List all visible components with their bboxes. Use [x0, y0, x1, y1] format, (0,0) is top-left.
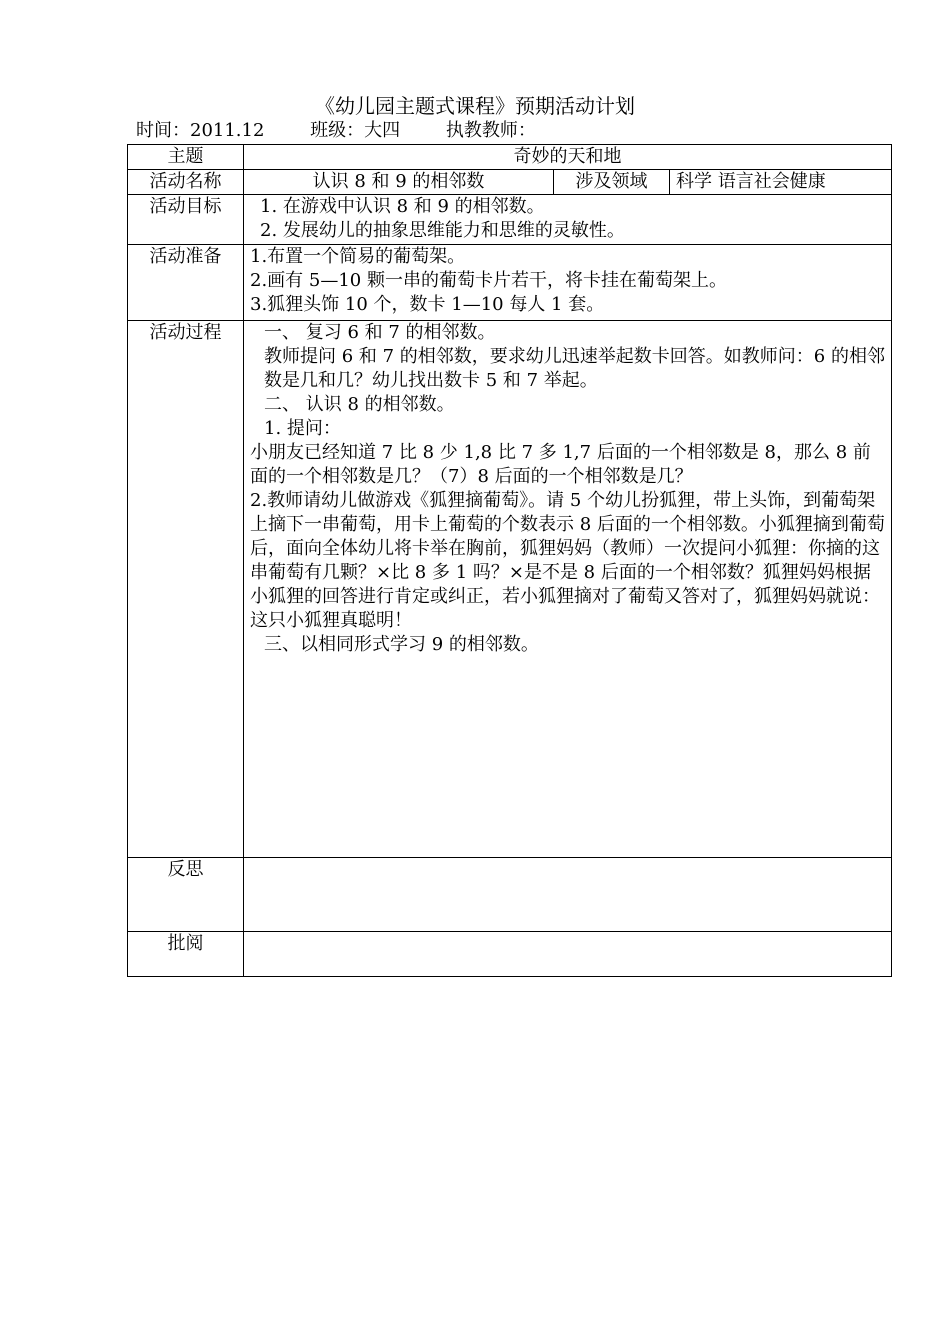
row-activity	[128, 170, 892, 195]
row-goals	[128, 195, 892, 245]
process-paragraph: 2.教师请幼儿做游戏《狐狸摘葡萄》。请 5 个幼儿扮狐狸，带上头饰，到葡萄架上摘下一串葡萄，用卡上葡萄的个数表示 8 后面的一个相邻数。小狐狸摘到葡萄后，面向全体幼儿将卡举在胸前，狐狸妈妈（教师）一次提问小狐狸：你摘的这串葡萄有几颗？×比 8 多 1 吗？×是不是 8 后面的一个相邻数？狐狸妈妈根据小狐狸的回答进行肯定或纠正，若小狐狸摘对了葡萄又答对了，狐狸妈妈就说：这只小狐狸真聪明！	[250, 490, 885, 631]
process-paragraph: 教师提问 6 和 7 的相邻数，要求幼儿迅速举起数卡回答。如教师问：6 的相邻数是几和几？幼儿找出数卡 5 和 7 举起。	[264, 346, 885, 391]
meta-teacher: 执教教师：	[445, 120, 536, 141]
prep-line: 1.布置一个简易的葡萄架。	[250, 246, 466, 267]
process-label: 活动过程	[128, 321, 244, 858]
goals-label: 活动目标	[128, 195, 244, 245]
domain-value: 科学 语言社会健康	[670, 170, 892, 195]
theme-label: 主题	[128, 145, 244, 170]
prep-line: 2.画有 5—10 颗一串的葡萄卡片若干，将卡挂在葡萄架上。	[250, 270, 727, 291]
process-paragraph: 小朋友已经知道 7 比 8 少 1,8 比 7 多 1,7 后面的一个相邻数是 8，那么 8 前面的一个相邻数是几？（7）8 后面的一个相邻数是几？	[250, 442, 871, 487]
prep-content	[244, 245, 892, 321]
reflection-label: 反思	[128, 858, 244, 932]
goal-line: 2. 发展幼儿的抽象思维能力和思维的灵敏性。	[260, 220, 625, 241]
row-prep	[128, 245, 892, 321]
theme-value: 奇妙的天和地	[244, 145, 892, 170]
prep-label: 活动准备	[128, 245, 244, 321]
process-content	[244, 321, 892, 858]
process-question: 1. 提问：	[264, 418, 341, 439]
activity-value: 认识 8 和 9 的相邻数	[244, 170, 554, 195]
domain-label: 涉及领域	[554, 170, 670, 195]
meta-time: 时间：2011.12	[136, 120, 265, 141]
row-process	[128, 321, 892, 858]
goal-line: 1. 在游戏中认识 8 和 9 的相邻数。	[260, 196, 545, 217]
prep-line: 3.狐狸头饰 10 个，数卡 1—10 每人 1 套。	[250, 294, 605, 315]
page-title: 《幼儿园主题式课程》预期活动计划	[315, 94, 635, 118]
row-theme	[128, 145, 892, 170]
activity-plan-table	[127, 144, 892, 977]
process-section-2: 二、 认识 8 的相邻数。	[264, 394, 455, 415]
review-label: 批阅	[128, 932, 244, 977]
meta-class: 班级：大四	[310, 120, 401, 141]
row-review	[128, 932, 892, 977]
row-reflection	[128, 858, 892, 932]
meta-line	[136, 119, 536, 143]
process-section-1: 一、 复习 6 和 7 的相邻数。	[264, 322, 496, 343]
activity-label: 活动名称	[128, 170, 244, 195]
reflection-field	[244, 858, 892, 932]
process-section-3: 三、以相同形式学习 9 的相邻数。	[264, 634, 539, 655]
goals-content	[244, 195, 892, 245]
review-field	[244, 932, 892, 977]
